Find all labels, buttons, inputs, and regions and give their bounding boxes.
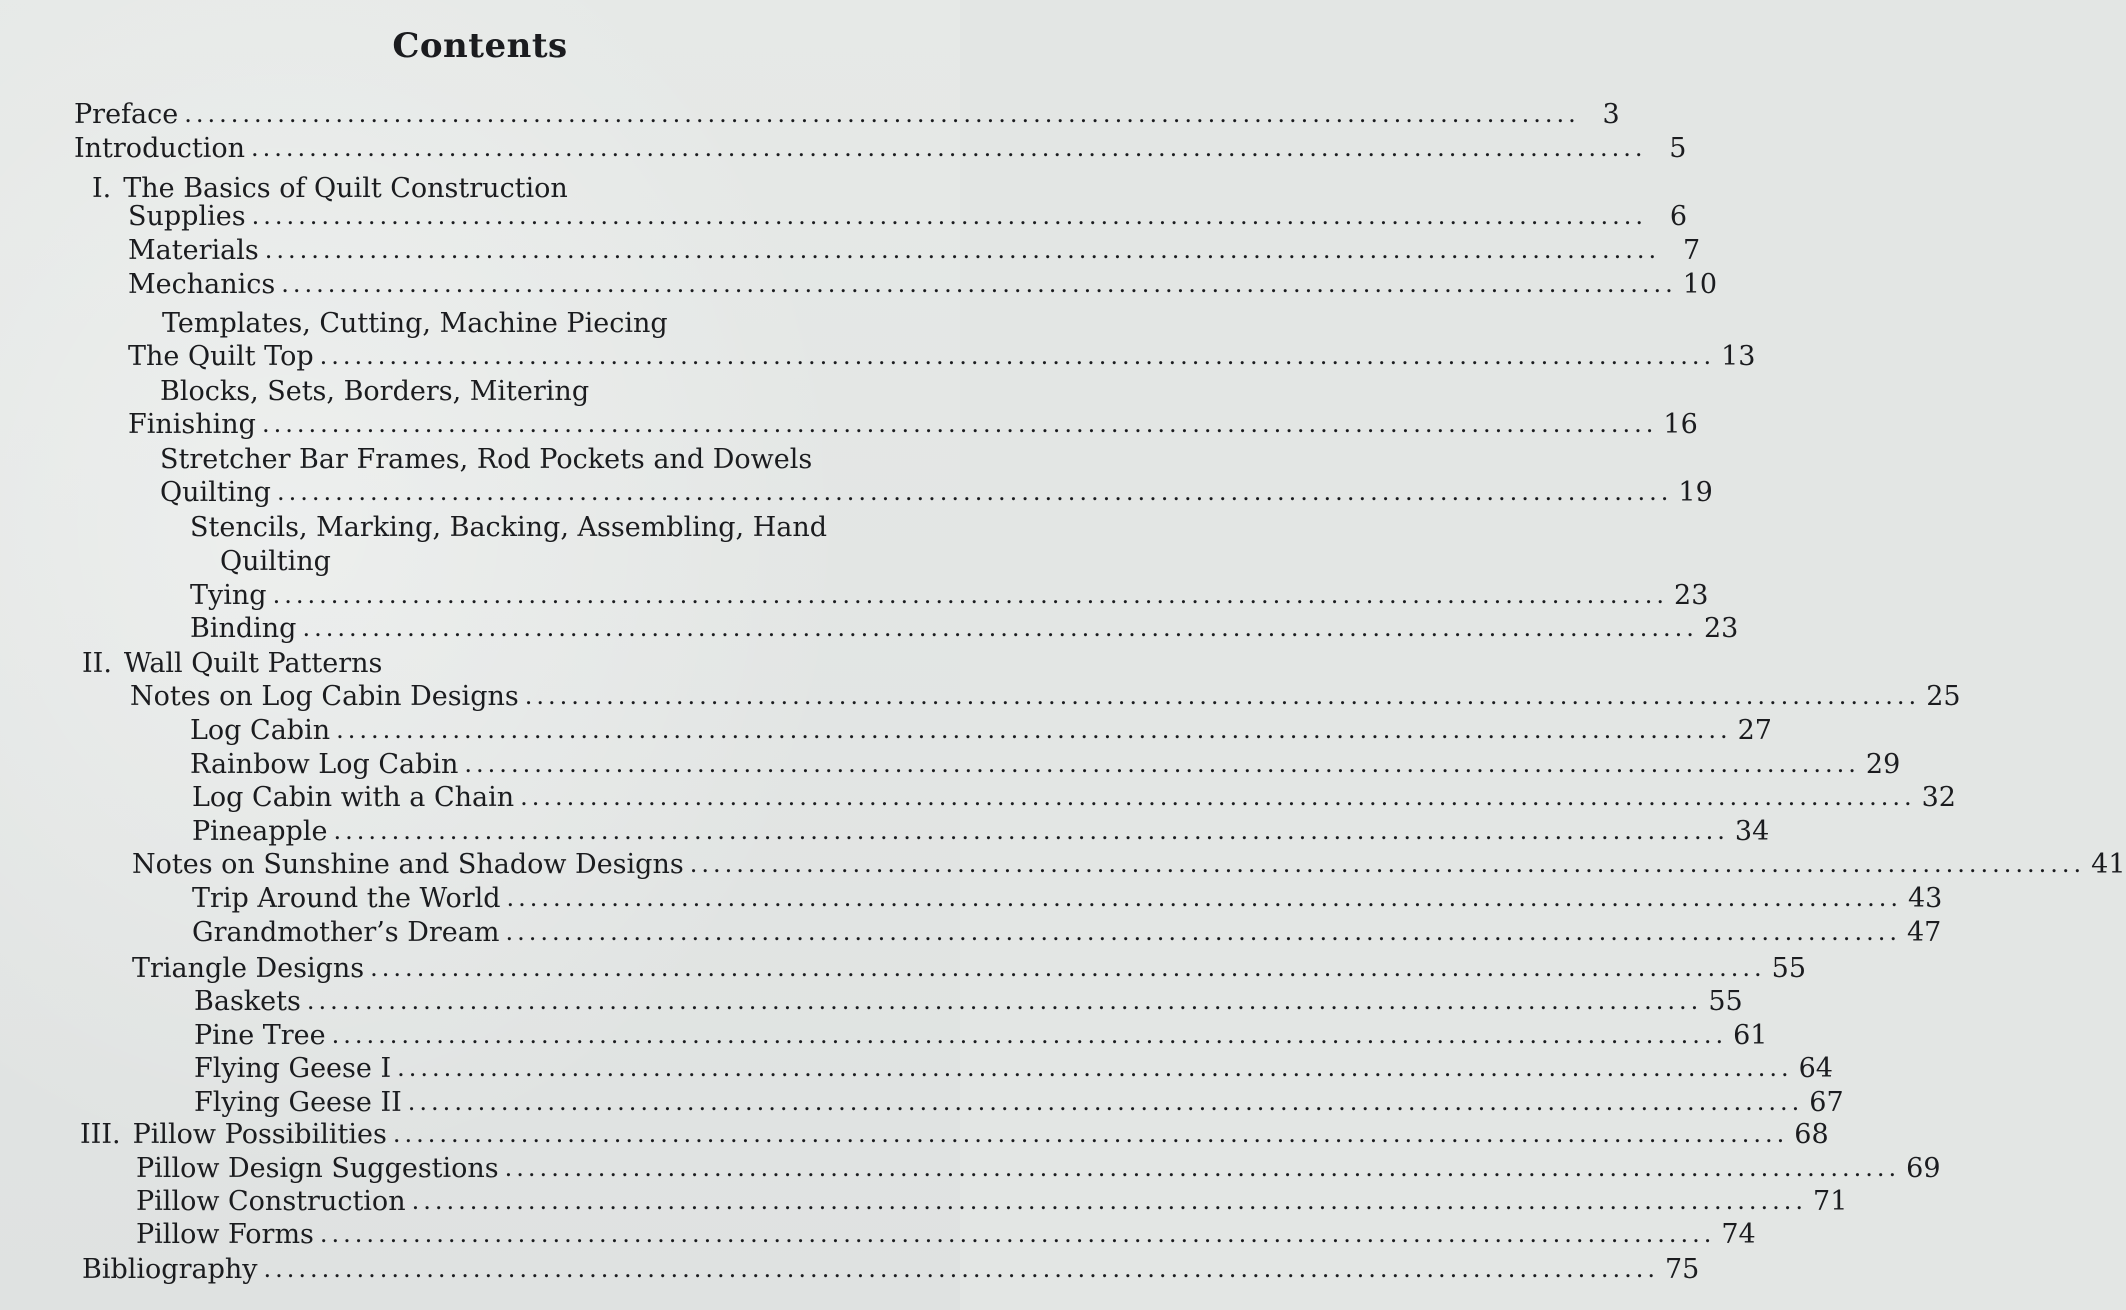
toc-entry-text: Finishing [128,409,256,440]
toc-entry-label [190,512,827,543]
dot-leader: ........................................................................................................................ [370,954,1766,982]
toc-entry [160,474,1713,508]
toc-section-number: II. [82,648,112,679]
toc-section-number: I. [92,173,112,204]
toc-entry-label [190,715,330,746]
toc-page-number: 3 [1602,99,1620,130]
toc-entry-text: Templates, Cutting, Machine Piecing [162,308,668,339]
toc-entry-label [128,341,314,372]
toc-entry-label [194,1087,402,1118]
dot-leader: ........................................................................................................................ [263,1255,1659,1283]
toc-entry-label [160,477,271,508]
toc-page-number: 10 [1682,269,1718,300]
toc-entry [128,266,1718,300]
toc-entry-label [220,546,331,577]
toc-entry [130,678,1961,712]
toc-entry [136,1216,1756,1250]
toc-entry [128,198,1688,232]
toc-entry [128,232,1701,266]
toc-entry [194,1050,1833,1084]
toc-entry-label [128,201,246,232]
dot-leader: ........................................................................................................................ [276,478,1673,506]
toc-entry-text: Stretcher Bar Frames, Rod Pockets and Dowels [160,444,813,475]
toc-entry-text: Introduction [74,133,245,164]
toc-entry-label [74,99,178,130]
toc-entry [80,1116,1829,1150]
toc-entry [194,983,1743,1017]
dot-leader: ........................................................................................................................ [184,100,1580,128]
toc-page-number: 23 [1703,613,1739,644]
toc-page-number: 75 [1664,1254,1700,1285]
toc-entry [192,914,1942,948]
toc-entry [190,610,1739,644]
toc-page-number: 27 [1737,715,1772,746]
toc-entry-text: Pillow Forms [136,1219,314,1250]
toc-entry-label [136,1219,314,1250]
toc-entry-label [130,681,519,712]
toc-entry [160,373,589,407]
toc-entry-text: Pine Tree [194,1020,326,1051]
toc-entry-text: Blocks, Sets, Borders, Mitering [160,376,590,407]
toc-page-number: 67 [1809,1087,1844,1118]
toc-entry-text: The Quilt Top [128,341,314,372]
toc-entry-label [160,376,589,407]
toc-entry [192,813,1770,847]
toc-entry [192,880,1943,914]
toc-entry-text: Quilting [220,546,331,577]
toc-entry-text: Pillow Possibilities [132,1119,387,1150]
toc-entry-label [136,1153,499,1184]
toc-entry-label [190,613,296,644]
toc-page-number: 23 [1674,580,1709,611]
toc-entry [160,441,812,475]
toc-entry-text: Pillow Design Suggestions [136,1153,499,1184]
toc-entry-text: Notes on Sunshine and Shadow Designs [132,849,684,880]
dot-leader: ........................................................................................................................ [392,1120,1789,1148]
toc-entry [74,130,1687,164]
toc-entry [220,543,331,577]
toc-page-number: 43 [1908,883,1943,914]
toc-page-number: 13 [1721,341,1756,372]
toc-page-number: 47 [1906,917,1942,948]
toc-entry-label [194,1053,391,1084]
dot-leader: ........................................................................................................................ [264,236,1661,264]
toc-entry-text: The Basics of Quilt Construction [123,173,568,204]
dot-leader: ........................................................................................................................ [520,783,1916,811]
dot-leader: ........................................................................................................................ [506,884,1902,912]
toc-entry-text: Supplies [128,201,246,232]
toc-entry-label [80,1119,387,1150]
toc-page-number: 71 [1813,1186,1848,1217]
toc-entry-text: Stencils, Marking, Backing, Assembling, Hand [190,512,828,543]
dot-leader: ........................................................................................................................ [504,1154,1901,1182]
dot-leader: ........................................................................................................................ [331,1021,1728,1049]
toc-entry [190,577,1709,611]
dot-leader: ........................................................................................................................ [272,581,1669,609]
toc-entry-label [136,1186,406,1217]
toc-entry [132,950,1806,984]
dot-leader: ........................................................................................................................ [319,1220,1716,1248]
dot-leader: ........................................................................................................................ [319,342,1716,370]
toc-page-number: 19 [1678,477,1713,508]
toc-entry-text: Quilting [160,477,271,508]
toc-entry-text: Binding [190,613,297,644]
toc-entry-label [190,580,267,611]
toc-entry [128,406,1698,440]
toc-entry-text: Grandmother’s Dream [192,917,500,948]
dot-leader: ........................................................................................................................ [333,817,1729,845]
toc-entry-label [194,986,301,1017]
toc-page-number: 41 [2091,849,2126,880]
toc-entry-text: Notes on Log Cabin Designs [130,681,519,712]
toc-entry [82,1251,1700,1285]
toc-entry-text: Wall Quilt Patterns [123,648,383,679]
toc-entry-label [132,953,364,984]
toc-entry-label [192,816,327,847]
toc-entry [194,1084,1844,1118]
dot-leader: ........................................................................................................................ [251,134,1647,162]
toc-entry-label [192,782,514,813]
toc-entry-text: Pillow Construction [136,1186,406,1217]
toc-page-number: 7 [1682,235,1701,266]
dot-leader: ........................................................................................................................ [336,716,1732,744]
toc-page-number: 32 [1921,782,1956,813]
toc-entry-text: Flying Geese II [194,1087,402,1118]
toc-entry-label [190,749,458,780]
toc-entry-text: Triangle Designs [132,953,365,984]
toc-entry-text: Flying Geese I [194,1053,392,1084]
toc-page-number: 25 [1926,681,1961,712]
dot-leader: ........................................................................................................................ [306,987,1703,1015]
dot-leader: ........................................................................................................................ [689,850,2086,878]
toc-entry [74,96,1620,130]
toc-entry-label [128,235,259,266]
toc-page-number: 16 [1663,409,1698,440]
dot-leader: ........................................................................................................................ [407,1088,1804,1116]
toc-page-number: 55 [1708,986,1743,1017]
dot-leader: ........................................................................................................................ [281,270,1677,298]
toc-entry [136,1150,1941,1184]
toc-entry [190,712,1772,746]
toc-entry-text: Log Cabin [190,715,331,746]
toc-entry-text: Log Cabin with a Chain [192,782,515,813]
toc-entry-label [132,849,684,880]
dot-leader: ........................................................................................................................ [397,1054,1793,1082]
toc-entry [192,779,1956,813]
toc-entry [190,509,827,543]
dot-leader: ........................................................................................................................ [261,410,1658,438]
toc-entry-text: Mechanics [128,269,276,300]
dot-leader: ........................................................................................................................ [302,614,1698,642]
toc-page-number: 74 [1721,1219,1756,1250]
toc-page-number: 6 [1669,201,1688,232]
toc-page-number: 29 [1865,749,1901,780]
toc-entry-text: Baskets [194,986,301,1017]
toc-entry [162,305,668,339]
toc-entry [132,846,2126,880]
dot-leader: ........................................................................................................................ [524,682,1921,710]
toc-entry [190,746,1901,780]
toc-entry [128,338,1756,372]
toc-page-number: 69 [1906,1153,1941,1184]
toc-entry [136,1183,1848,1217]
toc-entry-text: Materials [128,235,259,266]
toc-entry-label [194,1020,326,1051]
toc-page-number: 34 [1734,816,1770,847]
toc-entry-label [160,444,812,475]
dot-leader: ........................................................................................................................ [505,918,1901,946]
toc-page-number: 55 [1771,953,1806,984]
dot-leader: ........................................................................................................................ [251,202,1648,230]
toc-entry [82,645,382,679]
toc-page-number: 61 [1733,1020,1768,1051]
dot-leader: ........................................................................................................................ [411,1187,1808,1215]
toc-entry [194,1017,1768,1051]
toc-page-number: 64 [1798,1053,1833,1084]
contents-title: Contents [392,26,568,66]
toc-entry-label [192,883,501,914]
toc-entry-text: Pineapple [192,816,328,847]
toc-entry-label [192,917,499,948]
toc-entry-label [128,269,275,300]
dot-leader: ........................................................................................................................ [464,750,1860,778]
toc-entry-label [162,308,668,339]
toc-entry-label [82,1254,258,1285]
toc-entry-label [82,648,382,679]
toc-section-number: III. [80,1119,121,1150]
toc-entry-text: Tying [190,580,267,611]
toc-entry-label [74,133,245,164]
toc-entry-text: Trip Around the World [192,883,501,914]
toc-page-number: 68 [1794,1119,1829,1150]
toc-entry-text: Bibliography [82,1254,258,1285]
toc-page-number: 5 [1669,133,1687,164]
toc-entry-text: Preface [74,99,179,130]
toc-entry-text: Rainbow Log Cabin [190,749,459,780]
toc-entry-label [128,409,256,440]
